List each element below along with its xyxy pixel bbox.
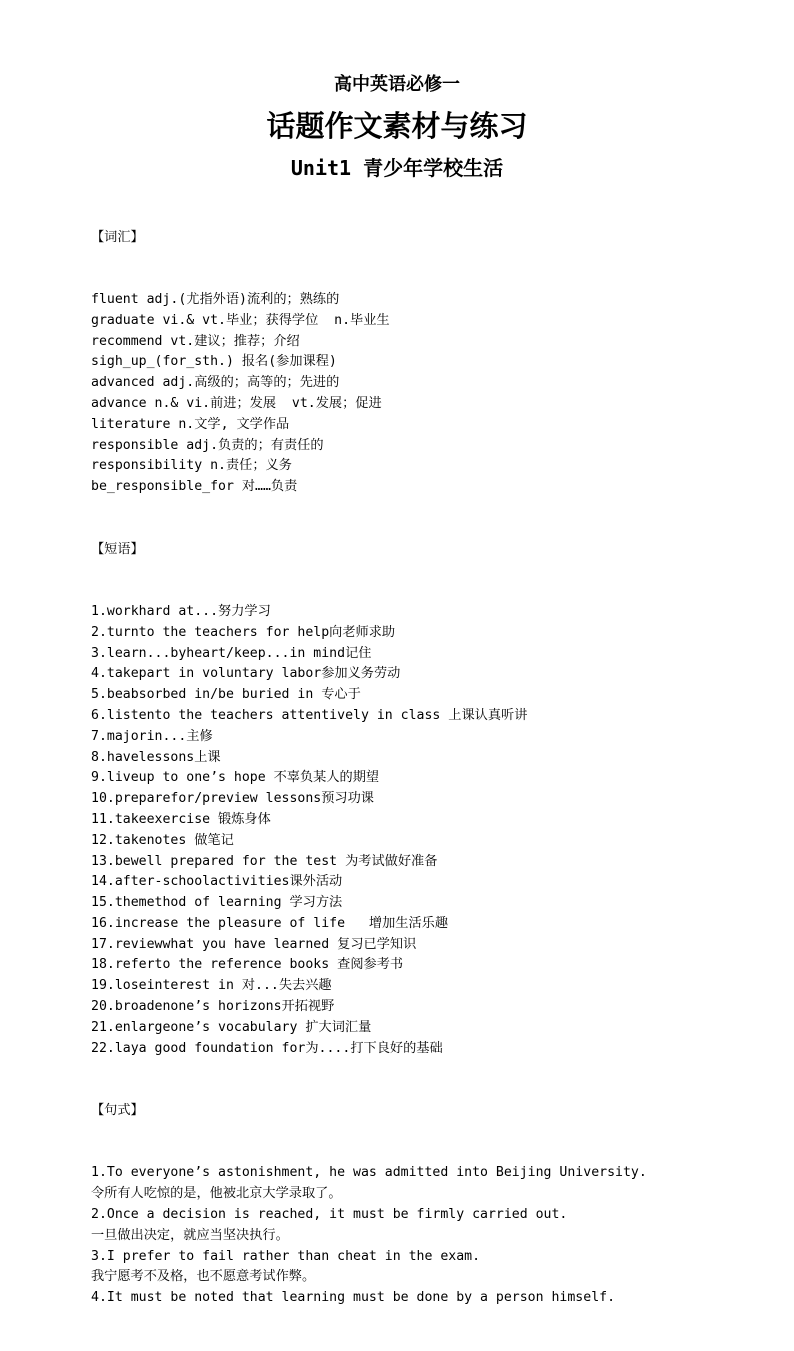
sentence-english: 1.To everyone’s astonishment, he was admitted into Beijing University. <box>91 1165 647 1181</box>
unit-heading: Unit1 青少年学校生活 <box>290 156 504 180</box>
phrase-item: 12.takenotes 做笔记 <box>91 832 234 848</box>
phrase-item: 16.increase the pleasure of life 增加生活乐趣 <box>91 915 449 931</box>
vocab-item: graduate vi.& vt.毕业；获得学位 n.毕业生 <box>91 312 390 328</box>
phrase-item: 2.turnto the teachers for help向老师求助 <box>91 624 396 640</box>
vocab-item: responsibility n.责任；义务 <box>91 458 292 474</box>
phrase-item: 14.after-schoolactivities课外活动 <box>91 874 343 890</box>
sentences-heading: 【句式】 <box>91 1103 144 1119</box>
vocab-item: responsible adj.负责的；有责任的 <box>91 437 324 453</box>
phrase-item: 22.laya good foundation for为....打下良好的基础 <box>91 1040 443 1056</box>
phrases-list <box>91 602 781 1060</box>
vocab-item: advanced adj.高级的；高等的；先进的 <box>91 375 340 391</box>
phrase-item: 20.broadenone’s horizons开拓视野 <box>91 999 335 1015</box>
phrases-heading: 【短语】 <box>91 541 144 557</box>
vocab-item: be_responsible_for 对……负责 <box>91 479 298 495</box>
phrase-item: 7.majorin...主修 <box>91 728 213 744</box>
phrase-item: 5.beabsorbed in/be buried in 专心于 <box>91 687 361 703</box>
sentences-list <box>91 1163 781 1309</box>
sentence-chinese: 我宁愿考不及格，也不愿意考试作弊。 <box>91 1269 316 1285</box>
phrase-item: 8.havelessons上课 <box>91 749 221 765</box>
phrase-item: 11.takeexercise 锻炼身体 <box>91 811 271 827</box>
sentence-english: 3.I prefer to fail rather than cheat in the exam. <box>91 1248 481 1264</box>
vocab-list <box>91 290 781 498</box>
vocab-item: recommend vt.建议；推荐；介绍 <box>91 333 300 349</box>
vocab-item: literature n.文学, 文学作品 <box>91 416 290 432</box>
vocab-item: fluent adj.(尤指外语)流利的；熟练的 <box>91 291 340 307</box>
vocab-item: sigh_up_(for_sth.) 报名(参加课程) <box>91 354 337 370</box>
phrase-item: 10.preparefor/preview lessons预习功课 <box>91 791 374 807</box>
sentence-chinese: 一旦做出决定，就应当坚决执行。 <box>91 1227 289 1243</box>
phrase-item: 3.learn...byheart/keep...in mind记住 <box>91 645 372 661</box>
phrase-item: 17.reviewwhat you have learned 复习已学知识 <box>91 936 417 952</box>
vocab-item: advance n.& vi.前进；发展 vt.发展；促进 <box>91 395 382 411</box>
phrase-item: 9.liveup to one’s hope 不辜负某人的期望 <box>91 770 380 786</box>
sentence-english: 4.It must be noted that learning must be done by a person himself. <box>91 1290 616 1306</box>
phrase-item: 1.workhard at...努力学习 <box>91 603 271 619</box>
document-subtitle: 高中英语必修一 <box>334 74 460 95</box>
phrase-item: 6.listento the teachers attentively in class 上课认真听讲 <box>91 707 528 723</box>
phrase-item: 21.enlargeone’s vocabulary 扩大词汇量 <box>91 1019 372 1035</box>
phrase-item: 13.bewell prepared for the test 为考试做好准备 <box>91 853 438 869</box>
document-body <box>91 186 781 1351</box>
sentence-chinese: 令所有人吃惊的是，他被北京大学录取了。 <box>91 1186 342 1202</box>
document-title: 话题作文素材与练习 <box>266 109 528 143</box>
sentence-english: 2.Once a decision is reached, it must be firmly carried out. <box>91 1207 568 1223</box>
phrase-item: 4.takepart in voluntary labor参加义务劳动 <box>91 666 401 682</box>
phrase-item: 18.referto the reference books 查阅参考书 <box>91 957 404 973</box>
vocab-heading: 【词汇】 <box>91 229 144 245</box>
phrase-item: 19.loseinterest in 对...失去兴趣 <box>91 978 332 994</box>
phrase-item: 15.themethod of learning 学习方法 <box>91 895 343 911</box>
